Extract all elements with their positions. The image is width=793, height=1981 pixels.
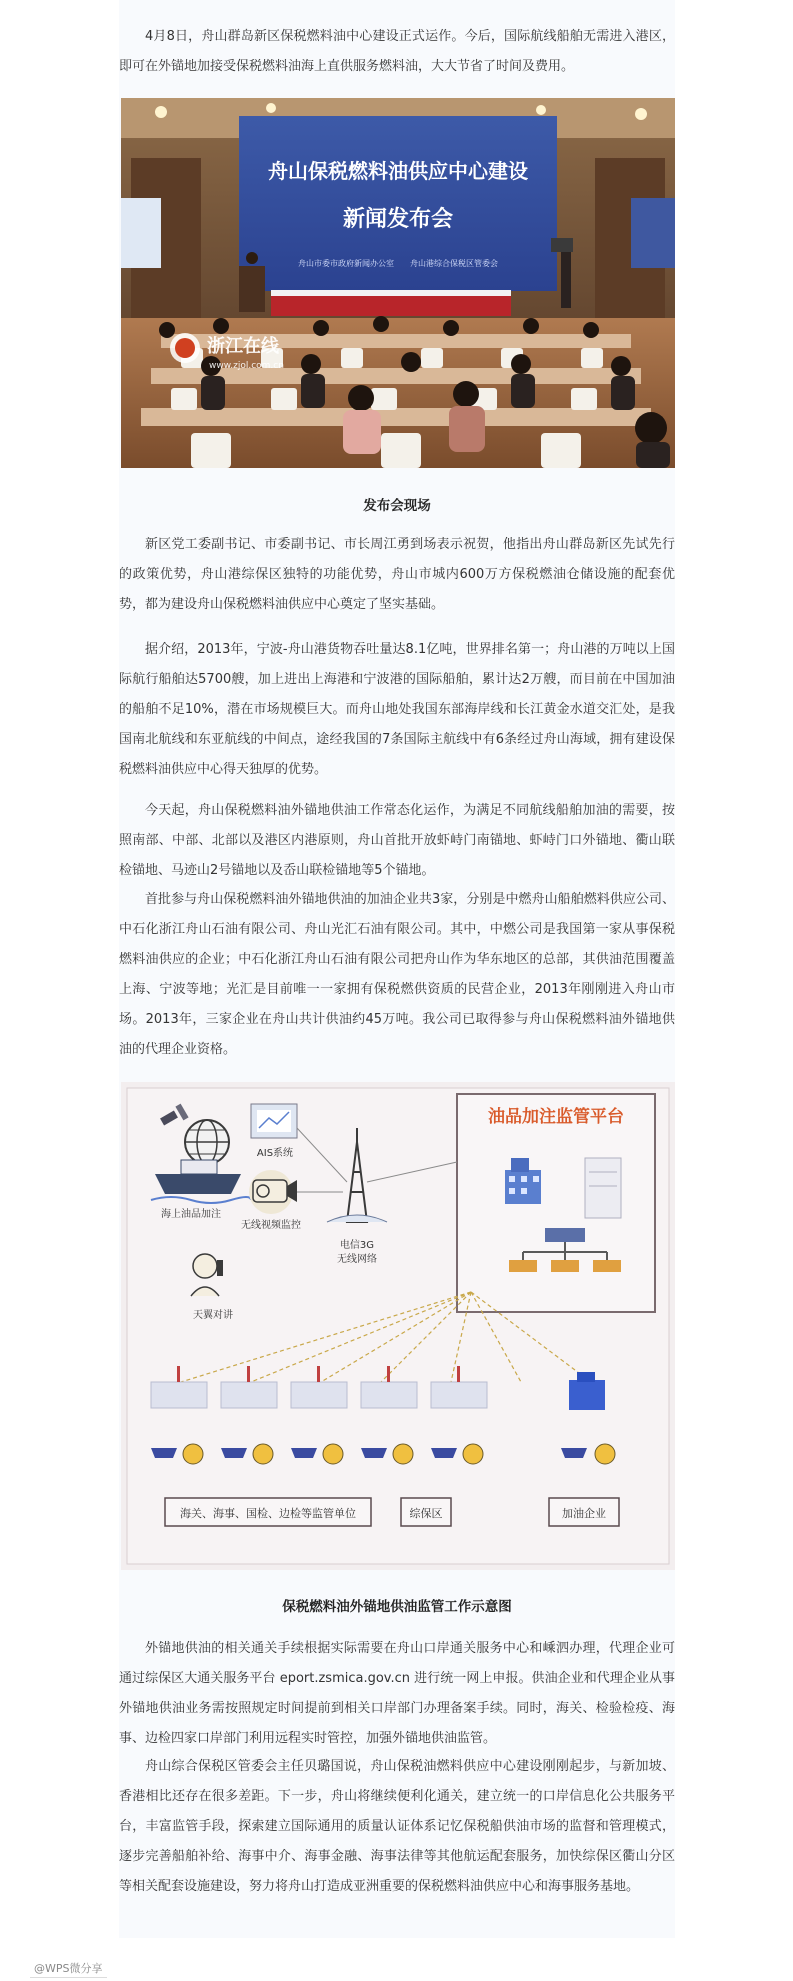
tianyi-label: 天翼对讲 [193, 1310, 233, 1321]
box-refuelers: 加油企业 [562, 1507, 606, 1520]
article-body [119, 0, 675, 1938]
supervision-diagram [121, 1082, 675, 1570]
paragraph-mayor-speech: 新区党工委副书记、市委副书记、市长周江勇到场表示祝贺，他指出舟山群岛新区先试先行的政策优势，舟山港综保区独特的功能优势，舟山市城内600万方保税燃油仓储设施的配套优势，都为建设舟山保税燃料油供应中心奠定了坚实基础。 [119, 537, 675, 612]
server-icon [585, 1158, 621, 1218]
diagram-caption: 保税燃料油外锚地供油监管工作示意图 [282, 1599, 512, 1615]
platform-title: 油品加注监管平台 [488, 1107, 624, 1127]
box-regulators: 海关、海事、国检、边检等监管单位 [180, 1507, 356, 1520]
paragraph-anchorages: 今天起，舟山保税燃料油外锚地供油工作常态化运作，为满足不同航线船舶加油的需要，按照南部、中部、北部以及港区内港原则，舟山首批开放虾峙门南锚地、虾峙门口外锚地、衢山联检锚地、马迹山2号锚地以及岙山联检锚地等5个锚地。 [119, 803, 675, 878]
banner-subtitle: 新闻发布会 [342, 207, 454, 232]
wps-share-tag[interactable]: @WPS微分享 [30, 1961, 107, 1978]
video-label: 无线视频监控 [241, 1220, 301, 1231]
press-conference-photo [121, 98, 675, 468]
box-bonded-zone: 综保区 [409, 1507, 443, 1520]
paragraph-outlook: 舟山综合保税区管委会主任贝璐国说，舟山保税油燃料供应中心建设刚刚起步，与新加坡、香港相比还存在很多差距。下一步，舟山将继续便利化通关，建立统一的口岸信息化公共服务平台，丰富监管手段，探索建立国际通用的质量认证体系记忆保税船供油市场的监督和管理模式，逐步完善船舶补给、海事中介、海事金融、海事法律等其他航运配套服务，加快综保区衢山分区等相关配套设施建设，努力将舟山打造成亚洲重要的保税燃料油供应中心和海事服务基地。 [119, 1759, 675, 1894]
paragraph-customs: 外锚地供油的相关通关手续根据实际需要在舟山口岸通关服务中心和嵊泗办理，代理企业可通过综保区大通关服务平台 eport.zsmica.gov.cn 进行统一网上申报。供油企业和代理企业从事外锚地供油业务需按照规定时间提前到相关口岸部门办理备案手续。同时，海关、检验检疫、海事、边检四家口岸部门利用远程实时管控，加强外锚地供油监管。 [119, 1641, 675, 1746]
paragraph-companies: 首批参与舟山保税燃料油外锚地供油的加油企业共3家，分别是中燃舟山船舶燃料供应公司、中石化浙江舟山石油有限公司、舟山光汇石油有限公司。其中，中燃公司是我国第一家从事保税燃料油供应的企业；中石化浙江舟山石油有限公司把舟山作为华东地区的总部，其供油范围覆盖上海、宁波等地；光汇是目前唯一一家拥有保税燃供资质的民营企业，2013年刚刚进入舟山市场。2013年，三家企业在舟山共计供油约45万吨。我公司已取得参与舟山保税燃料油外锚地供油的代理企业资格。 [119, 892, 675, 1057]
paragraph-intro: 4月8日，舟山群岛新区保税燃料油中心建设正式运作。今后，国际航线船舶无需进入港区，即可在外锚地加接受保税燃料油海上直供服务燃料油，大大节省了时间及费用。 [119, 29, 675, 74]
ais-monitor-icon [251, 1104, 297, 1138]
ais-label: AIS系统 [256, 1148, 294, 1159]
network-label-2: 无线网络 [337, 1254, 377, 1265]
network-label-1: 电信3G [339, 1240, 375, 1251]
paragraph-port-stats: 据介绍，2013年，宁波-舟山港货物吞吐量达8.1亿吨，世界排名第一；舟山港的万吨以上国际航行船舶达5700艘，加上进出上海港和宁波港的国际船舶，累计达2万艘，而目前在中国加油的船舶不足10%，潜在市场规模巨大。而舟山地处我国东部海岸线和长江黄金水道交汇处，是我国南北航线和东亚航线的中间点，途经我国的7条国际主航线中有6条经过舟山海域，拥有建设保税燃料油供应中心得天独厚的优势。 [119, 642, 675, 777]
watermark-brand: 浙江在线 [207, 336, 279, 357]
banner-title: 舟山保税燃料油供应中心建设 [268, 159, 528, 183]
photo-caption: 发布会现场 [363, 498, 431, 514]
sea-refuel-label: 海上油品加注 [161, 1209, 221, 1220]
globe-icon [185, 1120, 229, 1164]
banner-organizers: 舟山市委市政府新闻办公室 舟山港综合保税区管委会 [298, 259, 498, 268]
watermark-url: www.zjol.com.cn [209, 361, 284, 371]
